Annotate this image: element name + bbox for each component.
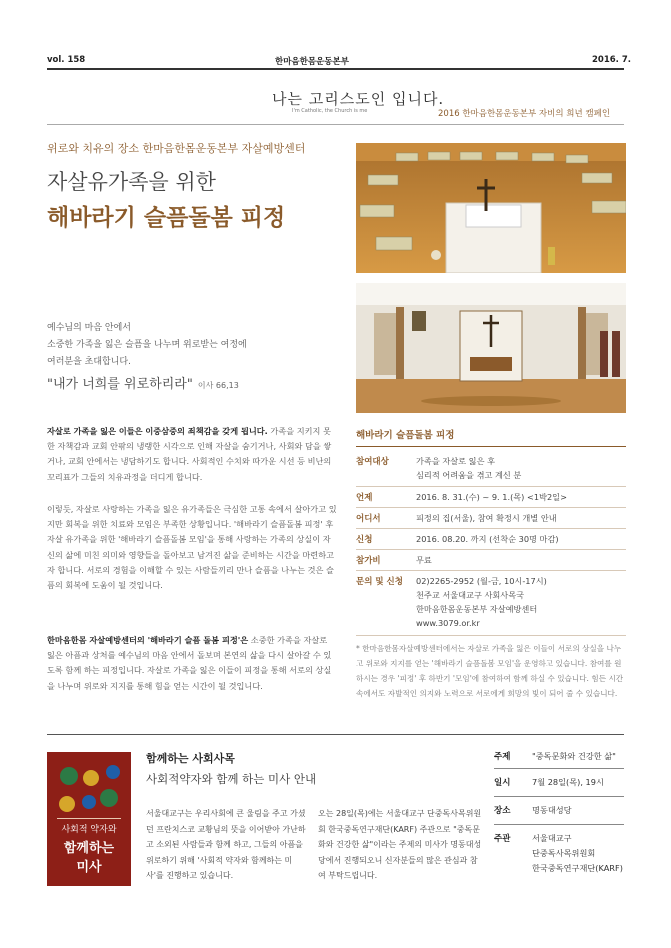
bible-quote: [47, 373, 239, 392]
retreat-value: 02)2265-2952 (월-금, 10시-17시) 천주교 서울대교구 사회사목국 한마음한몸운동본부 자살예방센터 www.3079.or.kr: [416, 576, 547, 628]
info-value: 명동대성당: [532, 805, 572, 815]
info-value: "중독문화와 건강한 삶": [532, 751, 616, 761]
intro-line-1: 예수님의 마음 안에서: [47, 323, 131, 333]
retreat-row-where: [356, 507, 626, 529]
volume-number: vol. 158: [47, 55, 86, 65]
poster-title-line3: 미사: [76, 860, 102, 875]
retreat-heading: 해바라기 슬픔돌봄 피정: [356, 430, 455, 441]
info-row-host: [494, 828, 624, 884]
intro-line-3: 여러분을 초대합니다.: [47, 357, 131, 367]
bottom-column-1: 서울대교구는 우리사회에 큰 울림을 주고 가셨던 프란치스코 교황님의 뜻을 이어받아 가난하고 소외된 사람들과 함께 하고, 그들의 아픔을 위로하기 위해 '사회적 약자와 함께하는 미사'를 진행하고 있습니다.: [146, 809, 306, 880]
retreat-label: 문의 및 신청: [356, 577, 403, 587]
quote-reference: 이사 66,13: [197, 381, 239, 390]
info-label: 장소: [494, 806, 511, 816]
campaign-title: 2016 한마음한몸운동본부 자비의 희년 캠페인: [438, 109, 611, 119]
info-label: 주제: [494, 752, 511, 762]
info-divider: [494, 768, 624, 769]
retreat-label: 언제: [356, 493, 373, 503]
bottom-subheading: 사회적약자와 함께 하는 미사 안내: [146, 772, 317, 786]
article-paragraph-2: 이렇듯, 자살로 사랑하는 가족을 잃은 유가족들은 극심한 고통 속에서 살아가고 있지만 회복을 위한 치료와 모임은 부족한 상황입니다. '해바라기 슬픔돌봄 피정' 후 자살 유가족을 위한 '해바라기 슬픔돌봄 모임'을 통해 사랑하는 가족의 상실이 자신의 삶에 미친 의미와 영향들을 돌아보고 남겨진 삶을 준비하는 시간을 마련하고자 합니다. 서로의 경험을 이해할 수 있는 사람들끼리 만나 슬픔을 나누는 것은 슬픔의 회복에 도움이 될 것입니다.: [47, 504, 337, 591]
retreat-value: 피정의 집(서울), 참여 확정시 개별 안내: [416, 513, 557, 523]
retreat-row-participants: [356, 446, 626, 487]
retreat-label: 신청: [356, 535, 373, 545]
logo-main: 나는 고리스도인 입니다.: [272, 90, 445, 108]
bottom-column-2: 오는 28일(목)에는 서울대교구 단중독사목위원회 한국중독연구재단(KARF) 주관으로 "중독문화와 건강한 삶"이라는 주제의 미사가 명동대성당에서 진행되오니 신자분들의 많은 관심과 참여 부탁드립니다.: [318, 809, 482, 880]
info-label: 주관: [494, 834, 511, 844]
chapel-interior-photo: [356, 283, 626, 413]
header-organization: 한마음한몸운동본부: [275, 57, 349, 67]
info-row-place: [494, 800, 624, 820]
paragraph-1-lead: 자살로 가족을 잃은 이들은 이중삼중의 죄책감을 갖게 됩니다.: [47, 426, 268, 436]
info-value: 서울대교구 단중독사목위원회 한국중독연구재단(KARF): [532, 833, 623, 873]
retreat-label: 참가비: [356, 556, 381, 566]
issue-date: 2016. 7.: [592, 55, 631, 65]
bottom-heading: 함께하는 사회사목: [146, 752, 235, 765]
article-intro: [47, 320, 247, 371]
intro-line-2: 소중한 가족을 잃은 슬픔을 나누며 위로받는 여정에: [47, 340, 247, 350]
info-row-datetime: [494, 772, 624, 792]
paragraph-1-body: 가족을 지키지 못한 자책감과 교회 안팎의 냉랭한 시각으로 인해 자살을 숨기거나, 사회와 담을 쌓거나, 교회 안에서는 냉담하기도 합니다. 사회적인 수치와 따가운 시선 등 비난의 꼬리표가 그들의 치유과정을 더디게 합니다.: [47, 426, 332, 482]
banner-rule: [47, 124, 624, 125]
info-divider: [494, 824, 624, 825]
retreat-row-apply: [356, 528, 626, 550]
article-paragraph-1: [47, 424, 337, 485]
paragraph-3-body: 소중한 가족을 자살로 잃은 아픔과 상처를 예수님의 마음 안에서 돌보며 본연의 삶을 다시 살아갈 수 있도록 함께 하는 피정입니다. 자살로 가족을 잃은 이들이 피정을 통해 서로의 상실을 나누며 위로와 지지를 통해 힘을 얻는 시간이 될 것입니다.: [47, 635, 332, 691]
info-label: 일시: [494, 778, 511, 788]
info-row-theme: [494, 746, 624, 766]
poster-title-line1: 사회적 약자와: [61, 825, 117, 835]
retreat-value: 무료: [416, 555, 432, 565]
logo-sub: I'm Catholic, the Church is me: [292, 108, 368, 114]
mass-poster-image: [47, 752, 131, 886]
article-title-line1: 자살유가족을 위한: [47, 170, 216, 194]
poster-title: [47, 822, 131, 875]
retreat-label: 어디서: [356, 514, 381, 524]
retreat-label: 참여대상: [356, 457, 389, 467]
mass-info-box: [494, 746, 624, 888]
article-paragraph-3: [47, 633, 337, 694]
article-kicker: 위로와 치유의 장소 한마음한몸운동본부 자살예방센터: [47, 142, 306, 155]
retreat-value: 가족을 자살로 잃은 후 심리적 어려움을 겪고 계신 분: [416, 456, 522, 480]
retreat-row-fee: [356, 549, 626, 571]
retreat-row-when: [356, 486, 626, 508]
info-divider: [494, 796, 624, 797]
retreat-value: 2016. 08.20. 까지 (선착순 30명 마감): [416, 534, 559, 544]
retreat-row-contact: [356, 570, 626, 636]
article-title-line2: 해바라기 슬픔돌봄 피정: [47, 205, 286, 231]
paragraph-3-lead: 한마음한몸 자살예방센터의 '해바라기 슬픔 돌봄 피정'은: [47, 635, 249, 645]
header-rule: [47, 68, 624, 70]
poster-title-line2: 함께하는: [63, 841, 115, 856]
info-value: 7월 28일(목), 19시: [532, 777, 604, 787]
retreat-value: 2016. 8. 31.(수) ~ 9. 1.(목) <1박2일>: [416, 492, 567, 502]
chapel-altar-photo: [356, 143, 626, 273]
bottom-top-rule: [47, 734, 624, 735]
quote-text: "내가 너희를 위로하리라": [47, 377, 193, 392]
retreat-note: * 한마음한몸자살예방센터에서는 자살로 가족을 잃은 이들이 서로의 상실을 나누고 위로와 지지를 얻는 '해바라기 슬픔돌봄 모임'을 운영하고 있습니다. 참여를 원하시는 경우 '피정' 후 하반기 '모임'에 참여하여 함께 하실 수 있습니다. 힘든 시간 속에서도 자발적인 의지와 노력으로 서로에게 희망의 빛이 되어 줄 수 있습니다.: [356, 644, 624, 698]
